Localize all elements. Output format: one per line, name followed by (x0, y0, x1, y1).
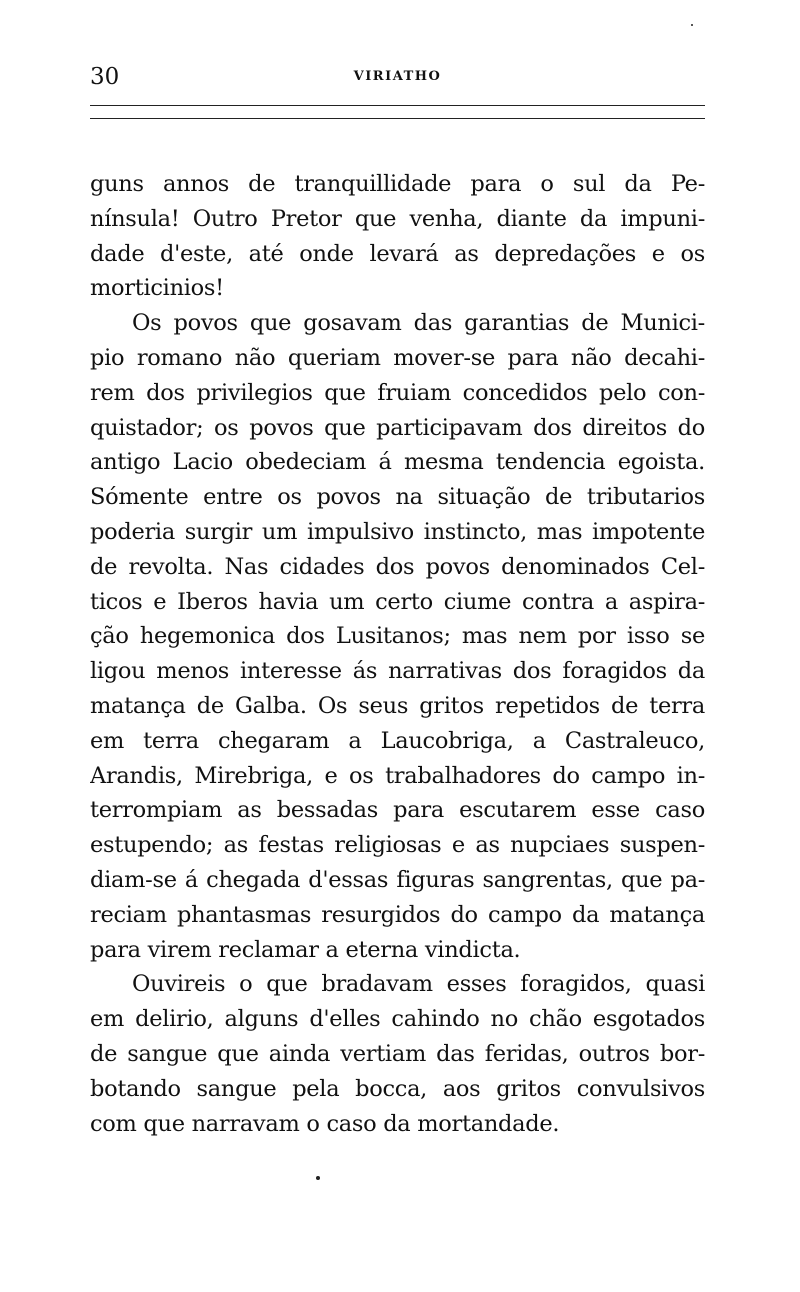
running-title: VIRIATHO (353, 69, 442, 84)
text-line: para virem reclamar a eterna vindicta. (90, 936, 521, 963)
text-line: ticos e Iberos havia um certo ciume contra a aspira- (90, 588, 705, 615)
text-line: terrompiam as bessadas para escutarem esse caso (90, 797, 705, 824)
header-rule-top (90, 105, 705, 106)
text-line: dade d'este, até onde levará as depredações e os (90, 240, 705, 267)
text-line: com que narravam o caso da mortandade. (90, 1110, 560, 1137)
text-line: botando sangue pela bocca, aos gritos convulsivos (90, 1075, 705, 1102)
text-line: em delirio, alguns d'elles cahindo no chão esgotados (90, 1006, 705, 1033)
text-line: ção hegemonica dos Lusitanos; mas nem por isso se (90, 623, 705, 650)
text-line: Sómente entre os povos na situação de tributarios (90, 484, 705, 511)
text-line: quistador; os povos que participavam dos direitos do (90, 414, 705, 441)
ink-speck (691, 24, 693, 26)
paragraph (90, 167, 705, 306)
text-line: em terra chegaram a Laucobriga, a Castraleuco, (90, 727, 705, 754)
ink-speck (316, 1176, 320, 1180)
text-line: nínsula! Outro Pretor que venha, diante da impuni- (90, 205, 705, 232)
text-line: ligou menos interesse ás narrativas dos foragidos da (90, 658, 705, 685)
text-line: rem dos privilegios que fruiam concedidos pelo con- (90, 379, 705, 406)
text-line: antigo Lacio obedeciam á mesma tendencia egoista. (90, 449, 705, 476)
text-line: matança de Galba. Os seus gritos repetidos de terra (90, 692, 705, 719)
text-line: guns annos de tranquillidade para o sul da Pe- (90, 171, 705, 197)
header-rule-bottom (90, 118, 705, 119)
text-line: diam-se á chegada d'essas figuras sangrentas, que pa- (90, 866, 705, 893)
paragraph (90, 967, 705, 1141)
page-number: 30 (90, 64, 120, 90)
text-line: pio romano não queriam mover-se para não decahi- (90, 344, 705, 371)
page-header (90, 62, 705, 92)
text-line: estupendo; as festas religiosas e as nupciaes suspen- (90, 832, 705, 859)
text-line: reciam phantasmas resurgidos do campo da matança (90, 901, 705, 928)
text-line: Arandis, Mirebriga, e os trabalhadores do campo in- (90, 762, 705, 789)
paragraph (90, 306, 705, 967)
text-line: poderia surgir um impulsivo instincto, mas impotente (90, 518, 705, 545)
body-text (90, 167, 705, 1141)
text-line: de sangue que ainda vertiam das feridas, outros bor- (90, 1040, 705, 1067)
text-line: morticinios! (90, 275, 224, 302)
text-line: Ouvireis o que bradavam esses foragidos, quasi (132, 971, 705, 998)
text-line: de revolta. Nas cidades dos povos denominados Cel- (90, 553, 705, 580)
text-line: Os povos que gosavam das garantias de Munici- (132, 310, 705, 337)
